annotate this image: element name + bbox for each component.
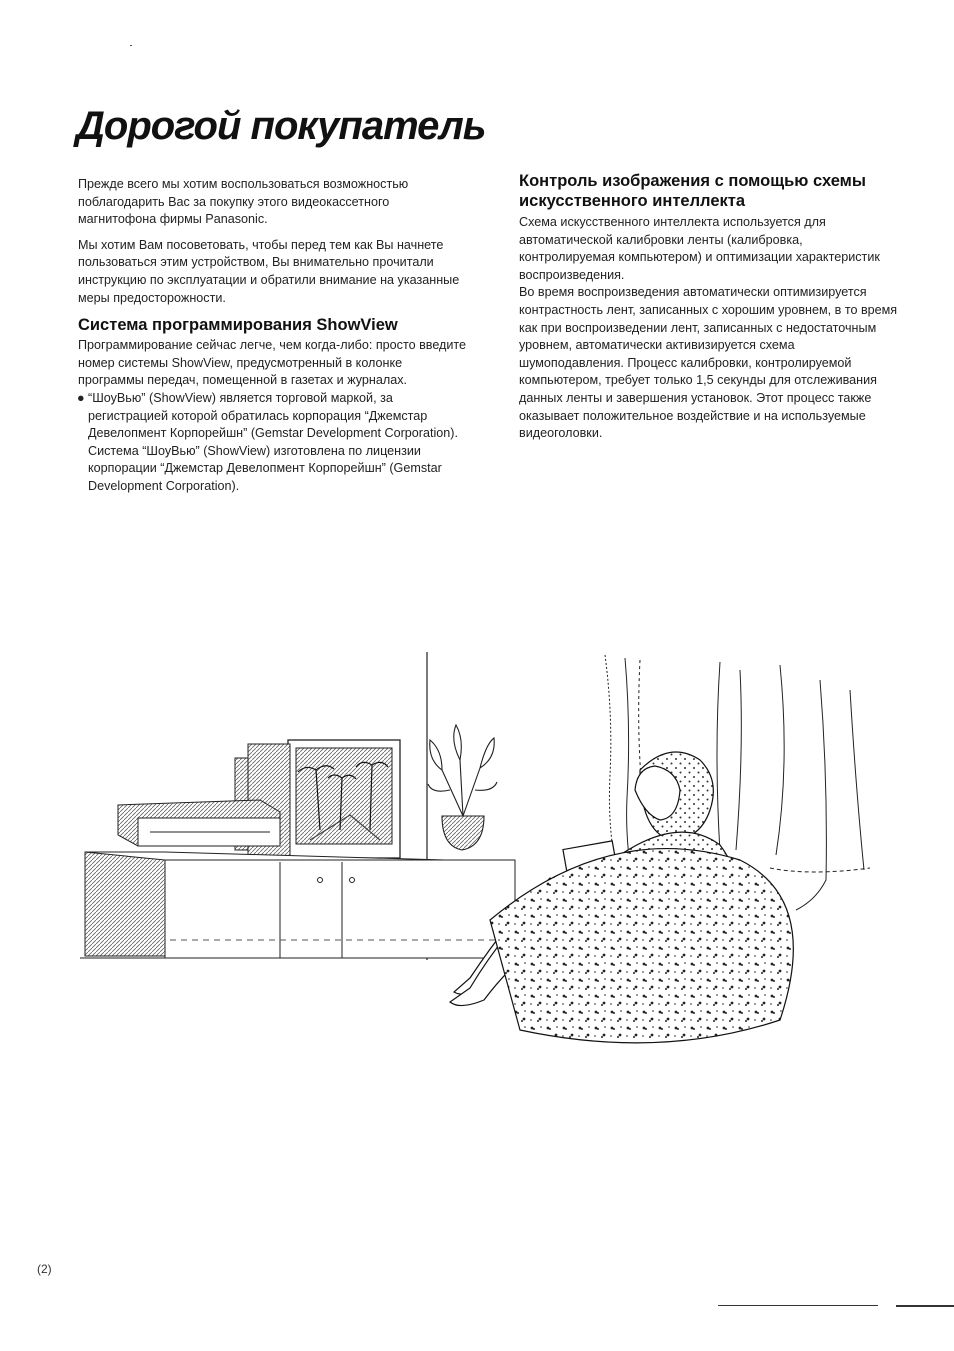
vcr (118, 800, 280, 846)
intro-paragraph-2: Мы хотим Вам посоветовать, чтобы перед тем как Вы начнете пользоваться этим устройством, Вы внимательно прочитали инструкцию по эксплуатации и обратили внимание на указанные меры предосторожности. (78, 237, 460, 305)
footer-rule-long (718, 1305, 878, 1306)
showview-trademark-note (78, 390, 468, 496)
living-room-illustration (80, 640, 880, 1070)
page-title: Дорогой покупатель (76, 104, 486, 148)
bullet-dot: ● (77, 390, 85, 405)
right-column (519, 171, 899, 443)
page-number: (2) (37, 1262, 52, 1276)
potted-plant (428, 725, 497, 850)
showview-heading: Система программирования ShowView (78, 316, 398, 335)
intro-paragraph-1: Прежде всего мы хотим воспользоваться возможностью поблагодарить Вас за покупку этого видеокассетного магнитофона фирмы Panasonic. (78, 177, 409, 227)
left-column (78, 176, 468, 496)
ai-control-heading: Контроль изображения с помощью схемы искусственного интеллекта (519, 172, 866, 210)
tv-cabinet (85, 852, 515, 958)
ai-paragraph-1: Схема искусственного интеллекта используется для автоматической калибровки ленты (калибровка, контролируемая компьютером) и оптимизации характеристик воспроизведения. (519, 215, 880, 282)
scan-speck (130, 45, 132, 46)
showview-body: Программирование сейчас легче, чем когда-либо: просто введите номер системы ShowView, предусмотренный в колонке программы передач, помещенной в газетах и журналах. (78, 338, 467, 388)
ai-paragraph-2: Во время воспроизведения автоматически оптимизируется контрастность лент, записанных с хорошим уровнем, в то время как при воспроизведении лент, записанных с недостаточным уровнем, автоматически активизируется схема шумоподавления. Процесс калибровки, контролируемой компьютером, требует только 1,5 секунды для отслеживания данных ленты и завершения установок. Этот процесс также оказывает положительное воздействие и на используемые видеоголовки. (519, 285, 898, 441)
footer-rule-short (896, 1305, 954, 1307)
showview-trademark-text: “ШоуВью” (ShowView) является торговой маркой, за регистрацией которой обратилась корпорация “Джемстар Девелопмент Корпорейшн” (Gemstar Development Corporation). Система “ШоуВью” (ShowView) изготовлена по лицензии корпорации “Джемстар Девелопмент Корпорейшн” (Gemstar Development Corporation). (88, 390, 459, 493)
